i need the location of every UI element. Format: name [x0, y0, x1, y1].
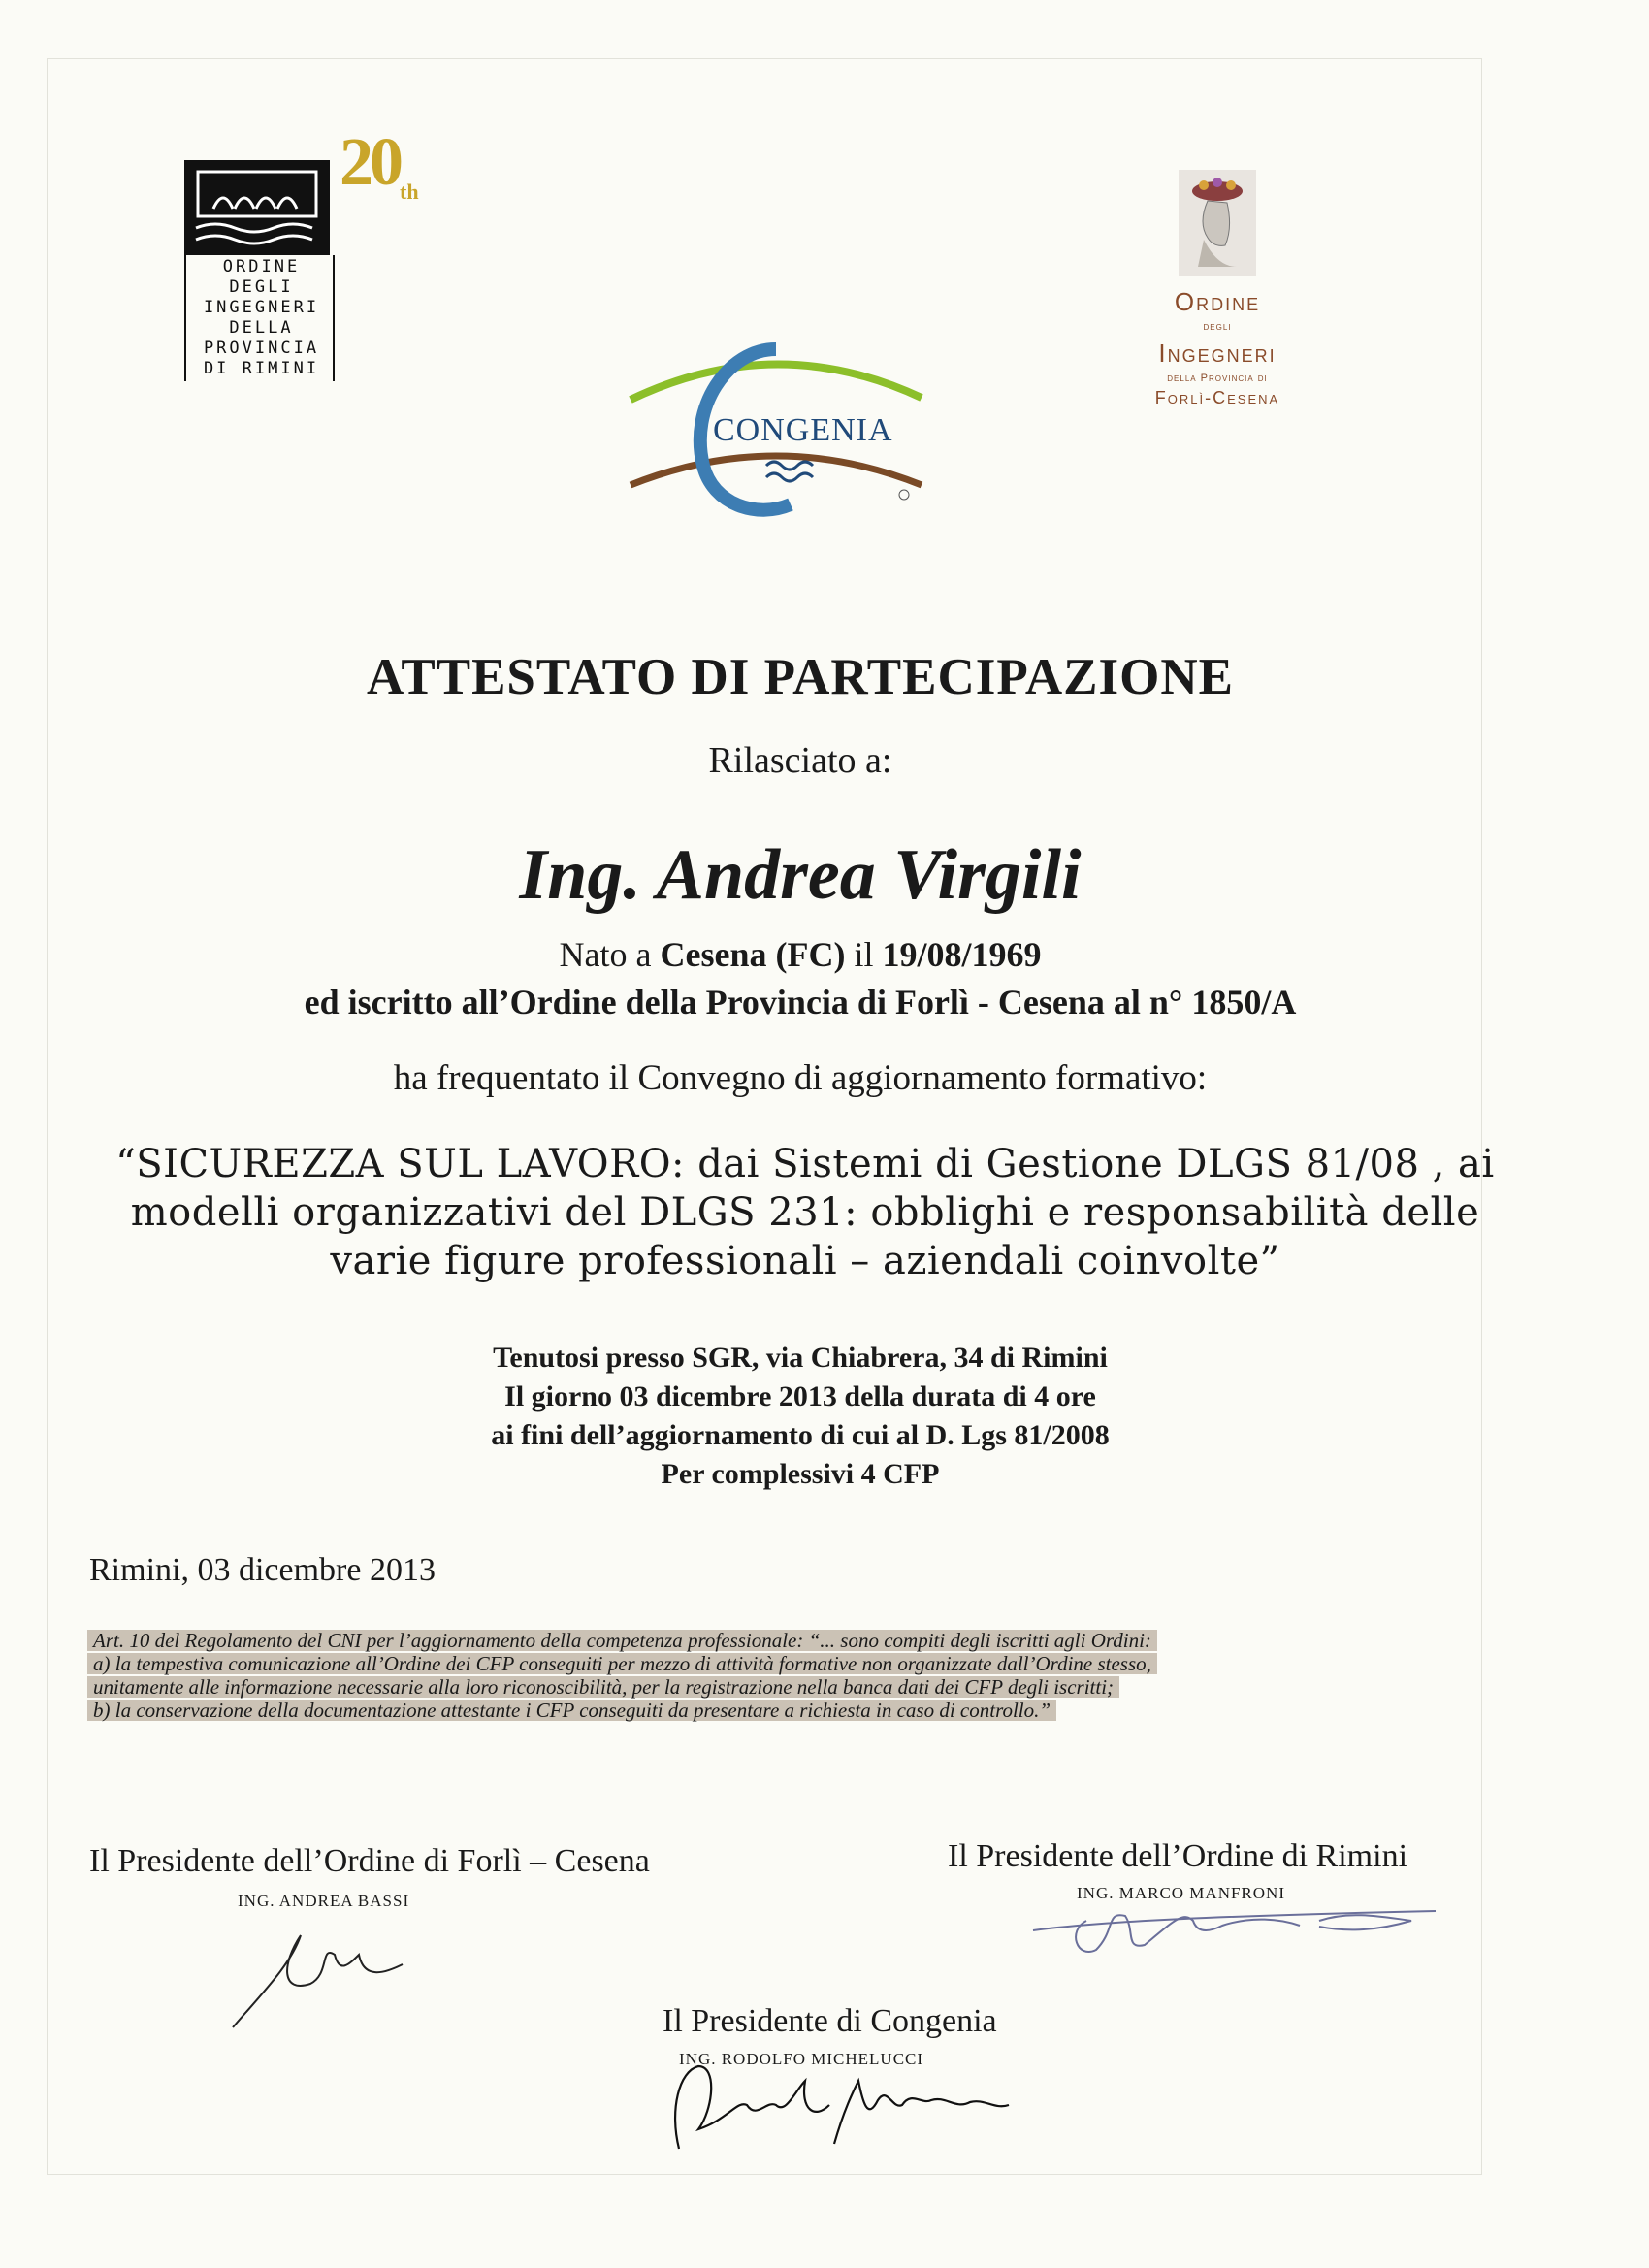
congenia-president-name: ING. RODOLFO MICHELUCCI [679, 2050, 924, 2068]
anniversary-badge: $20_{th}$ [340, 125, 419, 204]
regulation-note: Art. 10 del Regolamento del CNI per l’aggiornamento della competenza professionale: “... sono compiti degli iscritti agli Ordini: a) la tempestiva comunicazione all’Ordine dei CFP conseguiti per mezzo di attività formative non organizzate dall’Ordine stesso, unitamente alle informazione necessarie alla loro riconoscibilità, per la registrazione nella banca dati dei CFP degli iscritti; b) la conservazione della documentazione attestante i CFP conseguiti da presentare a richiesta in caso di controllo.” [87, 1630, 1523, 1723]
rimini-president-signature [1028, 1892, 1445, 1979]
forli-text-line3: Ingegneri [1158, 339, 1277, 368]
place-and-date: Rimini, 03 dicembre 2013 [89, 1552, 436, 1588]
rimini-president-name: ING. MARCO MANFRONI [1077, 1884, 1285, 1902]
attendance-statement: ha frequentato il Convegno di aggiornamento formativo: [393, 1058, 1208, 1098]
rimini-logo-text: ORDINE DEGLI INGEGNERI DELLA PROVINCIA DI RIMINI [184, 255, 335, 381]
forli-president-name: ING. ANDREA BASSI [238, 1892, 410, 1910]
forli-text-line2: degli [1203, 321, 1232, 333]
registration-info: ed iscritto all’Ordine della Provincia di Forlì - Cesena al n° 1850/A [304, 983, 1297, 1021]
rimini-president-title: Il Presidente dell’Ordine di Rimini [948, 1838, 1408, 1874]
rimini-order-logo [184, 160, 335, 381]
birth-info: Nato a Cesena (FC) il 19/08/1969 [559, 935, 1042, 974]
forli-text-line5: Forlì-Cesena [1154, 388, 1280, 407]
forli-text-line4: della Provincia di [1167, 373, 1268, 384]
forli-text-line1: Ordine [1174, 287, 1261, 316]
congenia-president-signature [660, 2052, 1018, 2158]
forli-president-signature [223, 1906, 407, 2032]
forli-order-logo [1125, 170, 1310, 408]
forli-president-title: Il Presidente dell’Ordine di Forlì – Cesena [89, 1843, 650, 1879]
event-details: Tenutosi presso SGR, via Chiabrera, 34 di Rimini Il giorno 03 dicembre 2013 della durata di 4 ore ai fini dell’aggiornamento di cui al D. Lgs 81/2008 Per complessivi 4 CFP [491, 1342, 1110, 1490]
crowned-head-emblem [1179, 170, 1256, 276]
course-title: “SICUREZZA SUL LAVORO: dai Sistemi di Gestione DLGS 81/08 , ai modelli organizzativi del DLGS 231: obblighi e responsabilità delle varie figure professionali – aziendali coinvolte” [115, 1142, 1495, 1283]
issued-to-label: Rilasciato a: [708, 740, 892, 781]
recipient-name: Ing. Andrea Virgili [519, 835, 1082, 915]
rimini-bridge-emblem [184, 160, 330, 255]
certificate-title: ATTESTATO DI PARTECIPAZIONE [367, 649, 1234, 705]
congenia-president-title: Il Presidente di Congenia [663, 2003, 997, 2039]
congenia-wordmark: CONGENIA [713, 412, 893, 448]
